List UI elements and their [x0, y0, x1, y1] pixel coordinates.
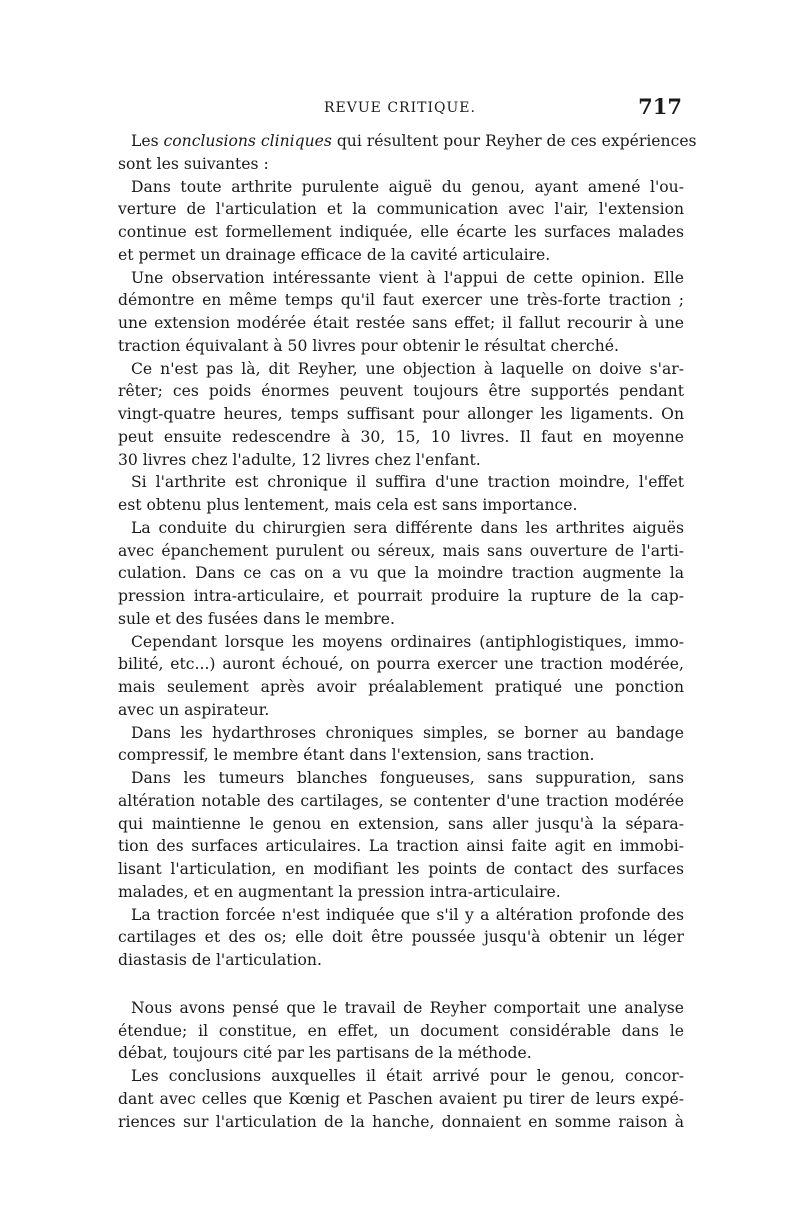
text-line: et permet un drainage efficace de la cavité articulaire. [118, 245, 551, 264]
text-line: Une observation intéressante vient à l'appui de cette opinion. Elle [131, 268, 684, 287]
text-line: culation. Dans ce cas on a vu que la moindre traction augmente la [118, 564, 684, 583]
running-title: REVUE CRITIQUE. [324, 100, 476, 116]
text-line: bilité, etc...) auront échoué, on pourra exercer une traction modérée, [118, 655, 684, 674]
page-number: 717 [638, 94, 682, 119]
text-line: lisant l'articulation, en modifiant les points de contact des surfaces [118, 860, 684, 878]
text-line: La conduite du chirurgien sera différente dans les arthrites aiguës [131, 518, 684, 537]
text-line: 30 livres chez l'adulte, 12 livres chez l'enfant. [118, 450, 481, 469]
text-line: Nous avons pensé que le travail de Reyher comportait une analyse [131, 998, 684, 1017]
text-line: Les conclusions cliniques qui résultent pour Reyher de ces expériences [131, 132, 697, 150]
text-line: Les conclusions auxquelles il était arrivé pour le genou, concor- [131, 1067, 684, 1085]
text-line: tion des surfaces articulaires. La traction ainsi faite agit en immobi- [118, 837, 684, 856]
text-line: étendue; il constitue, en effet, un document considérable dans le [118, 1021, 684, 1040]
text-line: est obtenu plus lentement, mais cela est sans importance. [118, 496, 578, 514]
text-line: La traction forcée n'est indiquée que s'il y a altération profonde des [131, 905, 684, 924]
text-line: Dans toute arthrite purulente aiguë du genou, ayant amené l'ou- [131, 177, 684, 196]
text-line: sule et des fusées dans le membre. [118, 609, 395, 628]
text-line: avec épanchement purulent ou séreux, mais sans ouverture de l'arti- [118, 541, 684, 560]
text-line: Si l'arthrite est chronique il suffira d'une traction moindre, l'effet [131, 473, 684, 492]
section-gap [118, 972, 684, 997]
text-line: Dans les tumeurs blanches fongueuses, sans suppuration, sans [131, 769, 684, 787]
body-text [118, 130, 697, 1133]
text-line: altération notable des cartilages, se contenter d'une traction modérée [118, 791, 684, 810]
text-line: dant avec celles que Kœnig et Paschen avaient pu tirer de leurs expé- [118, 1089, 684, 1108]
text-line: débat, toujours cité par les partisans de la méthode. [118, 1044, 532, 1063]
text-line: traction équivalant à 50 livres pour obtenir le résultat cherché. [118, 336, 619, 355]
text-line: continue est formellement indiquée, elle écarte les surfaces malades [118, 223, 684, 241]
italic-phrase: conclusions cliniques [163, 132, 332, 150]
text-line: verture de l'articulation et la communication avec l'air, l'extension [118, 200, 684, 219]
text-line: peut ensuite redescendre à 30, 15, 10 livres. Il faut en moyenne [118, 427, 684, 446]
text-line: démontre en même temps qu'il faut exercer une très-forte traction ; [118, 291, 684, 310]
text-line: avec un aspirateur. [118, 700, 270, 719]
text-line: mais seulement après avoir préalablement pratiqué une ponction [118, 678, 684, 696]
text-line: riences sur l'articulation de la hanche, donnaient en somme raison à [118, 1112, 684, 1131]
text-line: pression intra-articulaire, et pourrait produire la rupture de la cap- [118, 587, 684, 605]
text-line: Ce n'est pas là, dit Reyher, une objection à laquelle on doive s'ar- [131, 359, 684, 378]
text-line: sont les suivantes : [118, 154, 269, 173]
text-line: Cependant lorsque les moyens ordinaires (antiphlogistiques, immo- [131, 632, 684, 651]
page-header [118, 94, 682, 124]
text-line: malades, et en augmentant la pression intra-articulaire. [118, 882, 561, 901]
text-line: qui maintienne le genou en extension, sans aller jusqu'à la sépara- [118, 814, 684, 833]
text-line: compressif, le membre étant dans l'extension, sans traction. [118, 746, 595, 765]
text-line: diastasis de l'articulation. [118, 951, 322, 969]
text-line: Dans les hydarthroses chroniques simples, se borner au bandage [131, 723, 684, 742]
text-line: une extension modérée était restée sans effet; il fallut recourir à une [118, 314, 684, 332]
text-line: cartilages et des os; elle doit être poussée jusqu'à obtenir un léger [118, 928, 684, 947]
text-line: rêter; ces poids énormes peuvent toujours être supportés pendant [118, 382, 684, 401]
text-line: vingt-quatre heures, temps suffisant pour allonger les ligaments. On [118, 405, 684, 423]
